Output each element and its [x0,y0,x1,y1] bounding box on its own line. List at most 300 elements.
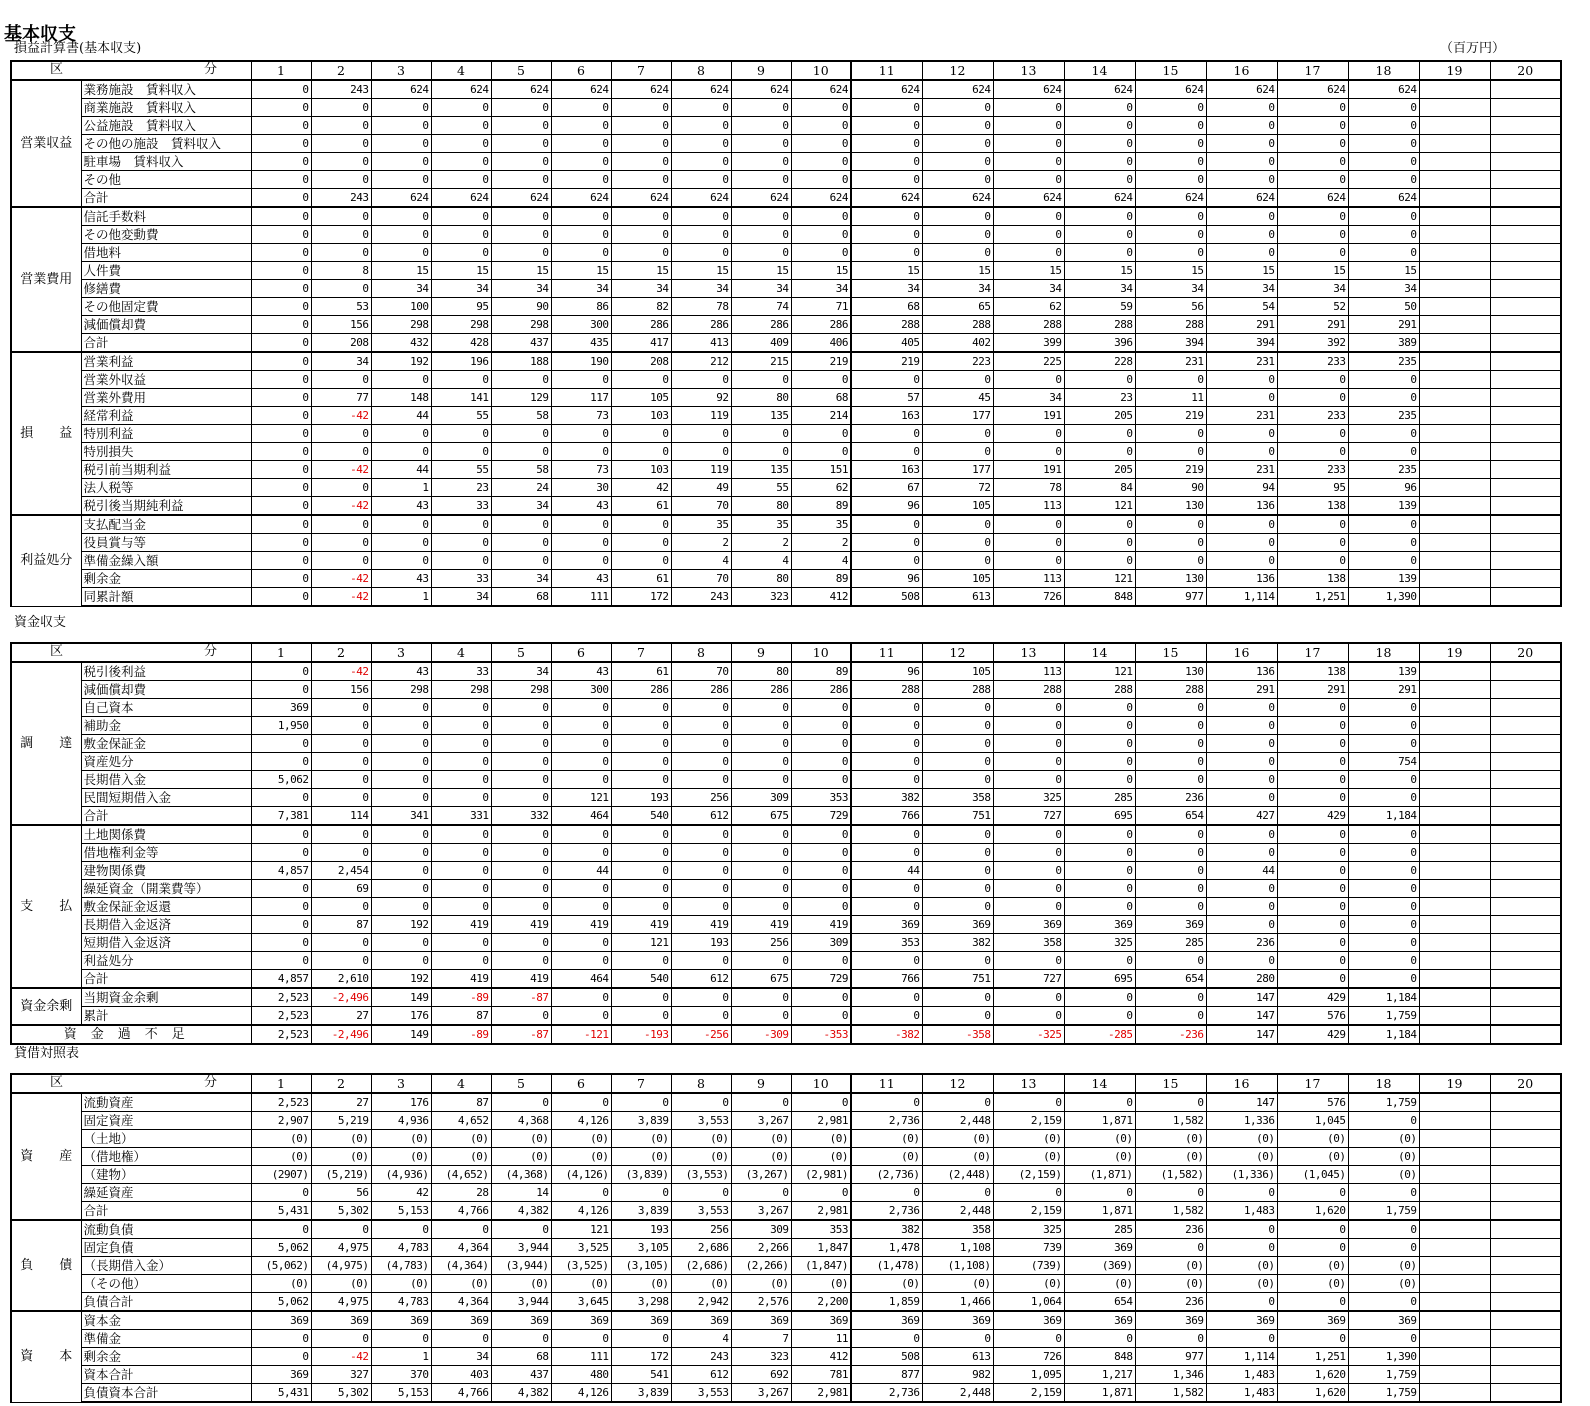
value-cell: 0 [791,244,851,262]
value-cell: 624 [671,80,731,99]
value-cell [1419,934,1490,952]
value-cell: 11 [1135,389,1206,407]
value-cell: (0) [671,1130,731,1148]
value-cell: 0 [922,1330,993,1348]
row-label: 敷金保証金返還 [81,898,251,916]
value-cell: 0 [1064,717,1135,735]
value-cell: 4,364 [431,1293,491,1312]
value-cell: 1,620 [1277,1366,1348,1384]
value-cell: -89 [431,1025,491,1044]
value-cell: 80 [731,497,791,516]
value-cell: 0 [1064,534,1135,552]
value-cell: 33 [431,662,491,681]
value-cell [1419,534,1490,552]
value-cell: 1,478 [851,1239,922,1257]
value-cell: 286 [671,681,731,699]
value-cell: 139 [1348,570,1419,588]
value-cell: 0 [993,135,1064,153]
value-cell: 231 [1206,407,1277,425]
value-cell: 540 [611,807,671,826]
value-cell: 34 [1064,280,1135,298]
value-cell: 0 [491,1220,551,1239]
value-cell [1419,1384,1490,1403]
value-cell: (0) [551,1148,611,1166]
row-label: 営業外収益 [81,371,251,389]
value-cell: 0 [1135,1184,1206,1202]
value-cell: 0 [251,207,311,226]
value-cell: 0 [1277,99,1348,117]
value-cell: 0 [1064,1007,1135,1026]
value-cell: 2,736 [851,1202,922,1221]
value-cell: 0 [731,153,791,171]
value-cell [1490,662,1561,681]
value-cell: 695 [1064,807,1135,826]
value-cell: 0 [431,1220,491,1239]
value-cell: 409 [731,334,791,353]
value-cell: 4,936 [371,1112,431,1130]
value-cell: 286 [671,316,731,334]
value-cell: 0 [311,898,371,916]
column-header: 20 [1490,1074,1561,1093]
value-cell: 0 [311,171,371,189]
value-cell: (0) [1135,1148,1206,1166]
value-cell [1490,1275,1561,1293]
value-cell: 43 [551,497,611,516]
value-cell: 0 [431,443,491,461]
value-cell: 256 [671,1220,731,1239]
value-cell: 0 [611,1330,671,1348]
value-cell: 56 [1135,298,1206,316]
value-cell: 0 [671,244,731,262]
value-cell: 119 [671,461,731,479]
value-cell: -325 [993,1025,1064,1044]
column-header: 17 [1277,61,1348,80]
value-cell: 0 [1135,898,1206,916]
column-header: 17 [1277,643,1348,662]
value-cell: 0 [1064,898,1135,916]
column-header: 17 [1277,1074,1348,1093]
value-cell: 1,045 [1277,1112,1348,1130]
column-header: 11 [851,1074,922,1093]
value-cell: 35 [671,515,731,534]
value-cell: 0 [1277,880,1348,898]
value-cell: 95 [1277,479,1348,497]
value-cell: 34 [491,497,551,516]
value-cell: 84 [1064,479,1135,497]
value-cell: 0 [311,771,371,789]
value-cell: 0 [993,717,1064,735]
value-cell: (0) [1348,1148,1419,1166]
value-cell: 0 [491,207,551,226]
value-cell: (0) [311,1130,371,1148]
value-cell: 0 [731,443,791,461]
value-cell: 0 [251,916,311,934]
value-cell: 0 [311,207,371,226]
value-cell: 0 [251,934,311,952]
table-row [11,207,1561,226]
value-cell: 0 [611,988,671,1007]
table-row [11,425,1561,443]
value-cell: 4,364 [431,1239,491,1257]
value-cell: 0 [791,1184,851,1202]
value-cell: 0 [671,988,731,1007]
value-cell: 341 [371,807,431,826]
group-label: 資 産 [11,1093,81,1220]
value-cell: 0 [1277,371,1348,389]
value-cell: (2,159) [993,1166,1064,1184]
value-cell [1419,298,1490,316]
value-cell: 0 [1064,244,1135,262]
value-cell: 286 [791,316,851,334]
row-label: その他の施設 賃料収入 [81,135,251,153]
value-cell: 95 [431,298,491,316]
table-row [11,825,1561,844]
value-cell: 291 [1206,681,1277,699]
row-label: 商業施設 賃料収入 [81,99,251,117]
value-cell: 141 [431,389,491,407]
value-cell: 233 [1277,461,1348,479]
value-cell: 0 [1206,789,1277,807]
value-cell: 44 [1206,862,1277,880]
value-cell: 70 [671,570,731,588]
table-row [11,153,1561,171]
table-row [11,1275,1561,1293]
value-cell: 103 [611,407,671,425]
value-cell: 0 [311,952,371,970]
value-cell [1490,880,1561,898]
value-cell: 15 [851,262,922,280]
value-cell: 0 [922,952,993,970]
value-cell: 0 [311,699,371,717]
value-cell: 0 [431,735,491,753]
value-cell: 0 [1277,844,1348,862]
value-cell: 1,251 [1277,588,1348,607]
value-cell: 402 [922,334,993,353]
value-cell: 0 [1348,1330,1419,1348]
section-subtitle: 損益計算書(基本収支) [14,41,142,56]
value-cell: 34 [431,1348,491,1366]
value-cell: 15 [491,262,551,280]
value-cell: 2,523 [251,1093,311,1112]
value-cell [1419,171,1490,189]
value-cell: 0 [551,207,611,226]
value-cell: 233 [1277,352,1348,371]
value-cell: 11 [791,1330,851,1348]
value-cell [1419,1112,1490,1130]
value-cell: 0 [731,699,791,717]
value-cell: 15 [791,262,851,280]
value-cell: 0 [251,588,311,607]
value-cell: 0 [1206,117,1277,135]
value-cell: 0 [491,825,551,844]
value-cell [1419,662,1490,681]
value-cell: 0 [731,844,791,862]
value-cell: 327 [311,1366,371,1384]
value-cell: 0 [993,699,1064,717]
value-cell: 754 [1348,753,1419,771]
value-cell: 0 [671,771,731,789]
column-header: 1 [251,61,311,80]
value-cell: 73 [551,461,611,479]
value-cell: 309 [731,789,791,807]
value-cell: 0 [731,171,791,189]
value-cell: (3,267) [731,1166,791,1184]
value-cell [1419,262,1490,280]
value-cell: 121 [551,1220,611,1239]
value-cell: (0) [993,1130,1064,1148]
value-cell: (2,448) [922,1166,993,1184]
value-cell: 298 [371,681,431,699]
value-cell: 0 [1348,389,1419,407]
value-cell: 0 [1064,226,1135,244]
value-cell: 0 [1064,753,1135,771]
value-cell: 0 [251,371,311,389]
value-cell: 369 [731,1311,791,1330]
value-cell: 0 [431,226,491,244]
value-cell: 0 [851,171,922,189]
value-cell: 243 [671,588,731,607]
value-cell: 0 [791,135,851,153]
value-cell: 236 [1206,934,1277,952]
value-cell [1490,1007,1561,1026]
value-cell: 332 [491,807,551,826]
value-cell: -353 [791,1025,851,1044]
value-cell: 437 [491,1366,551,1384]
value-cell: 0 [1206,153,1277,171]
kubun-header [11,643,251,662]
value-cell: 369 [922,1311,993,1330]
value-cell [1419,807,1490,826]
value-cell: 0 [922,771,993,789]
value-cell: 0 [671,717,731,735]
value-cell: 34 [311,352,371,371]
value-cell [1419,280,1490,298]
value-cell: 982 [922,1366,993,1384]
value-cell: 0 [251,789,311,807]
value-cell: 0 [491,552,551,570]
value-cell: 0 [491,934,551,952]
value-cell: 0 [251,898,311,916]
value-cell: 358 [922,1220,993,1239]
value-cell [1490,244,1561,262]
value-cell: 0 [1206,844,1277,862]
value-cell: 624 [731,189,791,208]
value-cell: 55 [431,461,491,479]
value-cell: 67 [851,479,922,497]
value-cell: 624 [993,189,1064,208]
value-cell: 0 [1135,952,1206,970]
value-cell: (4,975) [311,1257,371,1275]
value-cell: 739 [993,1239,1064,1257]
value-cell: 0 [491,771,551,789]
value-cell: 44 [371,407,431,425]
column-header: 18 [1348,1074,1419,1093]
value-cell: 117 [551,389,611,407]
value-cell: 80 [731,570,791,588]
row-label: 繰延資金（開業費等） [81,880,251,898]
value-cell: 0 [993,952,1064,970]
value-cell: 0 [491,880,551,898]
value-cell: 0 [251,443,311,461]
value-cell: 0 [851,207,922,226]
table-row [11,1311,1561,1330]
value-cell: 0 [1277,1293,1348,1312]
value-cell: 369 [993,1311,1064,1330]
value-cell: 0 [851,117,922,135]
value-cell [1490,1348,1561,1366]
value-cell: 0 [491,117,551,135]
value-cell: 223 [922,352,993,371]
row-label: 建物関係費 [81,862,251,880]
value-cell: 781 [791,1366,851,1384]
value-cell: 0 [993,735,1064,753]
value-cell: 0 [922,371,993,389]
value-cell [1419,207,1490,226]
value-cell: 5,062 [251,771,311,789]
value-cell: 0 [671,699,731,717]
table-row [11,99,1561,117]
value-cell: 78 [993,479,1064,497]
value-cell: 0 [851,988,922,1007]
table-row [11,1257,1561,1275]
value-cell: 0 [791,117,851,135]
value-cell: 0 [371,552,431,570]
value-cell: 0 [1206,443,1277,461]
value-cell: 0 [611,534,671,552]
value-cell: 190 [551,352,611,371]
value-cell: 219 [1135,461,1206,479]
value-cell: 291 [1277,316,1348,334]
table-row [11,988,1561,1007]
value-cell: 0 [1135,1007,1206,1026]
value-cell: 654 [1135,970,1206,989]
value-cell: (0) [551,1275,611,1293]
table-row [11,844,1561,862]
header-row [11,1074,1561,1093]
value-cell: 34 [491,662,551,681]
value-cell: 369 [251,699,311,717]
value-cell: 0 [851,717,922,735]
value-cell: 53 [311,298,371,316]
value-cell: 0 [1206,244,1277,262]
value-cell: 0 [922,552,993,570]
value-cell [1490,807,1561,826]
value-cell: 0 [611,244,671,262]
value-cell [1419,970,1490,989]
value-cell: 113 [993,497,1064,516]
value-cell: 309 [731,1220,791,1239]
value-cell: (0) [611,1148,671,1166]
value-cell: 369 [1135,1311,1206,1330]
value-cell: 0 [1348,443,1419,461]
value-cell: (4,783) [371,1257,431,1275]
value-cell: 0 [993,880,1064,898]
value-cell: 0 [251,135,311,153]
value-cell: 15 [551,262,611,280]
row-label: 準備金繰入額 [81,552,251,570]
value-cell: 1,390 [1348,1348,1419,1366]
value-cell: 0 [551,552,611,570]
value-cell: 208 [311,334,371,353]
value-cell: 0 [1348,1112,1419,1130]
value-cell: 369 [1348,1311,1419,1330]
value-cell: 15 [1206,262,1277,280]
value-cell: 192 [371,916,431,934]
column-header: 10 [791,1074,851,1093]
value-cell: 2,736 [851,1112,922,1130]
value-cell: 0 [922,443,993,461]
value-cell: 2,736 [851,1384,922,1403]
value-cell: 0 [731,135,791,153]
value-cell: 111 [551,588,611,607]
value-cell: 0 [1206,735,1277,753]
value-cell: 0 [1064,552,1135,570]
value-cell: 3,839 [611,1202,671,1221]
value-cell: 0 [731,1007,791,1026]
value-cell: 480 [551,1366,611,1384]
value-cell: 624 [371,189,431,208]
value-cell: 0 [993,171,1064,189]
value-cell: 0 [731,952,791,970]
value-cell: 35 [731,515,791,534]
value-cell: (0) [251,1148,311,1166]
value-cell: (0) [1348,1257,1419,1275]
value-cell: 0 [671,171,731,189]
column-header: 19 [1419,61,1490,80]
value-cell: 2 [671,534,731,552]
value-cell: 0 [1206,1293,1277,1312]
value-cell [1419,244,1490,262]
value-cell: 2,266 [731,1239,791,1257]
value-cell: 0 [1277,717,1348,735]
value-cell: 61 [611,497,671,516]
value-cell: 288 [922,316,993,334]
value-cell: 0 [922,844,993,862]
value-cell: 27 [311,1007,371,1026]
value-cell: 0 [1206,771,1277,789]
value-cell: 1,483 [1206,1384,1277,1403]
value-cell: 2,523 [251,988,311,1007]
value-cell: 0 [1206,952,1277,970]
value-cell: 2,942 [671,1293,731,1312]
value-cell: 0 [922,117,993,135]
value-cell: 0 [371,443,431,461]
row-label: その他固定費 [81,298,251,316]
value-cell: 286 [611,681,671,699]
value-cell [1419,735,1490,753]
value-cell: 624 [731,80,791,99]
value-cell: 0 [671,1093,731,1112]
value-cell: 369 [431,1311,491,1330]
value-cell: 0 [431,844,491,862]
table-row [11,1293,1561,1312]
value-cell: 0 [1277,735,1348,753]
value-cell: 0 [251,952,311,970]
value-cell: 323 [731,588,791,607]
value-cell: 1,859 [851,1293,922,1312]
row-label: 合計 [81,189,251,208]
value-cell [1419,1293,1490,1312]
value-cell: 0 [431,425,491,443]
value-cell [1490,534,1561,552]
value-cell: 0 [491,226,551,244]
value-cell: 15 [993,262,1064,280]
value-cell: 1,847 [791,1239,851,1257]
value-cell: 0 [1348,717,1419,735]
value-cell: 0 [851,825,922,844]
value-cell: 235 [1348,352,1419,371]
value-cell: 0 [611,735,671,753]
